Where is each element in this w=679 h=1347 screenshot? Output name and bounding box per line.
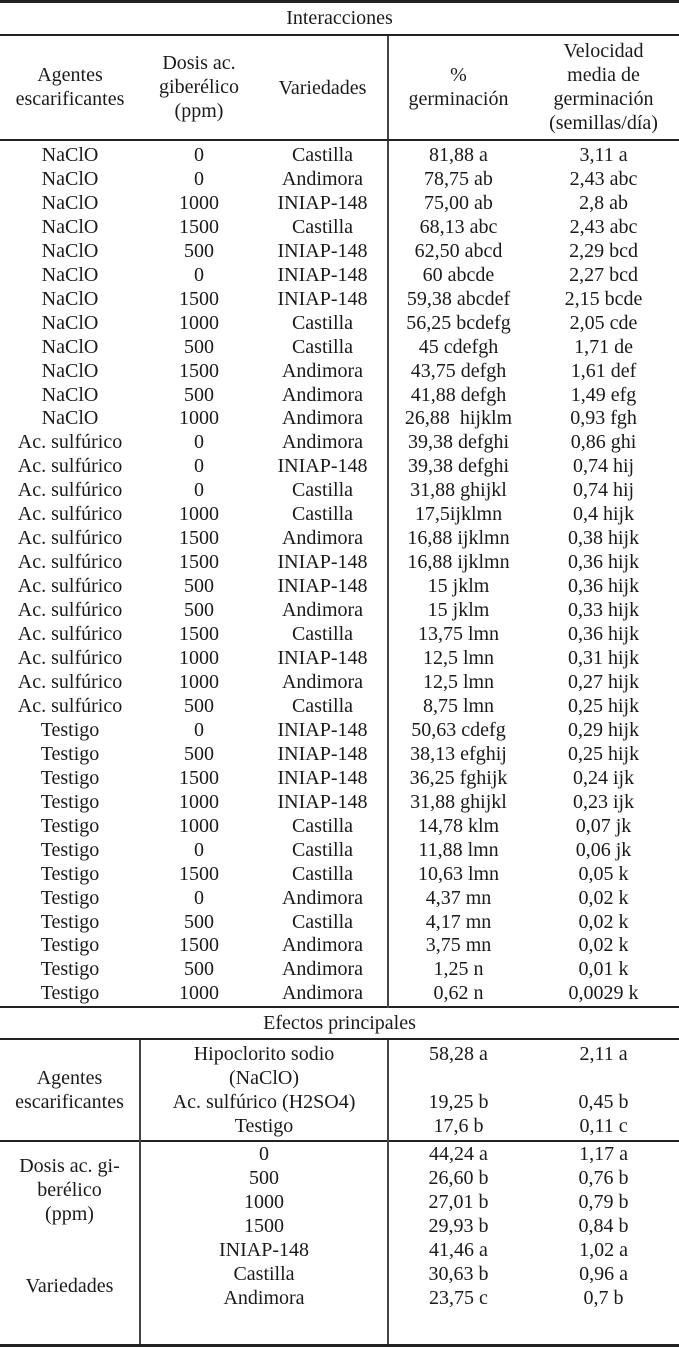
cell-dosis: 1000 [179, 503, 219, 526]
level-text: Hipoclorito sodio [193, 1043, 335, 1066]
cell-variedad: INIAP-148 [277, 263, 368, 286]
header-text: media de [567, 63, 640, 86]
cell-germinacion: 12,5 lmn [388, 647, 528, 671]
table-row [0, 599, 679, 623]
cell-variedad: Andimora [281, 982, 364, 1005]
cell-agente: Testigo [40, 838, 100, 861]
header-germinacion [388, 35, 528, 140]
table-row [0, 503, 679, 527]
level-text: Andimora [223, 1287, 305, 1310]
cell-agente: NaClO [41, 359, 99, 382]
header-velocidad [528, 35, 679, 140]
cell-germinacion: 38,13 efghij [388, 743, 528, 767]
cell-dosis: 500 [184, 239, 214, 262]
cell-variedad: Castilla [291, 144, 354, 166]
header-text: (ppm) [174, 99, 224, 122]
table-row [0, 982, 679, 1007]
table-row [0, 695, 679, 719]
table-row [0, 455, 679, 479]
cell-dosis: 1500 [179, 551, 219, 574]
cell-germinacion: 62,50 abcd [388, 240, 528, 264]
cell-dosis: 0 [194, 263, 204, 286]
cell-variedad: INIAP-148 [277, 647, 368, 670]
cell-agente: Testigo [40, 766, 100, 789]
value-text: 0,45 b [578, 1091, 629, 1114]
cell-germinacion: 31,88 ghijkl [388, 791, 528, 815]
table-row [0, 168, 679, 192]
cell-agente: Testigo [40, 742, 100, 765]
table-row [0, 140, 679, 168]
cell-velocidad: 0,24 ijk [572, 766, 635, 789]
cell-velocidad: 2,15 bcde [564, 287, 643, 310]
cell-velocidad: 0,29 hijk [567, 718, 640, 741]
cell-germinacion: 1,25 n [388, 958, 528, 982]
cell-agente: NaClO [41, 383, 99, 406]
table-row [0, 240, 679, 264]
cell-dosis: 1500 [179, 934, 219, 957]
cell-variedad: INIAP-148 [277, 239, 368, 262]
table-row [0, 911, 679, 935]
cell-dosis: 0 [194, 838, 204, 861]
cell-dosis: 1000 [179, 670, 219, 693]
value-text: 0,11 c [579, 1115, 628, 1138]
cell-germinacion: 26,88 hijklm [388, 407, 528, 431]
cell-agente: Ac. sulfúrico [17, 623, 123, 646]
cell-dosis: 1000 [179, 790, 219, 813]
cell-velocidad: 0,0029 k [568, 982, 639, 1005]
value-text: 58,28 a [429, 1043, 488, 1066]
table-row [0, 312, 679, 336]
cell-dosis: 1000 [179, 191, 219, 214]
cell-agente: Ac. sulfúrico [17, 694, 123, 717]
cell-germinacion: 13,75 lmn [388, 623, 528, 647]
cell-variedad: Castilla [291, 910, 354, 933]
cell-velocidad: 0,38 hijk [567, 527, 640, 550]
cell-variedad: Andimora [281, 431, 364, 454]
effects-label-agentes [0, 1039, 140, 1141]
header-text: germinación [553, 87, 654, 110]
cell-velocidad: 0,06 jk [575, 838, 632, 861]
cell-dosis: 1500 [179, 359, 219, 382]
cell-agente: Testigo [40, 886, 100, 909]
cell-germinacion: 75,00 ab [388, 192, 528, 216]
cell-velocidad: 1,61 def [570, 359, 637, 382]
value-text: 44,24 a [429, 1143, 488, 1166]
cell-germinacion: 4,37 mn [388, 887, 528, 911]
value-text: 27,01 b [428, 1191, 489, 1214]
cell-agente: Ac. sulfúrico [17, 670, 123, 693]
cell-agente: Testigo [40, 814, 100, 837]
value-text: 2,11 a [579, 1043, 628, 1066]
cell-variedad: Castilla [291, 335, 354, 358]
cell-dosis: 1500 [179, 623, 219, 646]
value-text: 30,63 b [428, 1263, 489, 1286]
cell-variedad: Andimora [281, 886, 364, 909]
header-text: escarificantes [15, 87, 125, 110]
level-text: 0 [259, 1143, 269, 1166]
cell-dosis: 500 [184, 575, 214, 598]
value-text: 41,46 a [429, 1239, 488, 1262]
cell-dosis: 0 [194, 455, 204, 478]
cell-germinacion: 14,78 klm [388, 815, 528, 839]
cell-variedad: INIAP-148 [277, 766, 368, 789]
cell-variedad: Andimora [281, 359, 364, 382]
cell-velocidad: 2,8 ab [579, 191, 628, 214]
cell-dosis: 1000 [179, 647, 219, 670]
cell-germinacion: 16,88 ijklmn [388, 527, 528, 551]
cell-variedad: Castilla [291, 694, 354, 717]
value-text: 17,6 b [433, 1115, 484, 1138]
cell-germinacion: 3,75 mn [388, 934, 528, 958]
value-text: 1,17 a [579, 1143, 628, 1166]
cell-dosis: 1500 [179, 527, 219, 550]
cell-germinacion: 43,75 defgh [388, 360, 528, 384]
cell-germinacion: 15 jklm [388, 575, 528, 599]
cell-variedad: Castilla [291, 814, 354, 837]
level-text: 1500 [244, 1215, 284, 1238]
cell-agente: Testigo [40, 958, 100, 981]
table-row [0, 575, 679, 599]
table-row [0, 934, 679, 958]
table-row [0, 647, 679, 671]
cell-dosis: 0 [194, 167, 204, 190]
header-agentes [0, 35, 140, 140]
cell-dosis: 1500 [179, 287, 219, 310]
cell-agente: Testigo [40, 910, 100, 933]
value-text: 26,60 b [428, 1167, 489, 1190]
value-text: 0,96 a [579, 1263, 628, 1286]
header-text: Agentes [37, 63, 103, 86]
cell-velocidad: 0,4 hijk [572, 503, 635, 526]
cell-dosis: 1000 [179, 982, 219, 1005]
cell-variedad: Castilla [291, 862, 354, 885]
effects-levels-agentes [140, 1039, 388, 1141]
cell-variedad: INIAP-148 [277, 742, 368, 765]
cell-velocidad: 2,43 abc [569, 167, 638, 190]
cell-velocidad: 0,02 k [578, 910, 629, 933]
cell-variedad: Andimora [281, 407, 364, 430]
cell-agente: NaClO [41, 167, 99, 190]
cell-velocidad: 0,02 k [578, 886, 629, 909]
cell-variedad: INIAP-148 [277, 790, 368, 813]
table-row [0, 743, 679, 767]
cell-variedad: INIAP-148 [277, 455, 368, 478]
cell-velocidad: 0,36 hijk [567, 551, 640, 574]
cell-germinacion: 0,62 n [388, 982, 528, 1007]
cell-agente: Ac. sulfúrico [17, 575, 123, 598]
cell-agente: Ac. sulfúrico [17, 647, 123, 670]
table-row [0, 336, 679, 360]
table-row [0, 360, 679, 384]
cell-agente: Ac. sulfúrico [17, 551, 123, 574]
cell-velocidad: 0,74 hij [572, 455, 635, 478]
cell-variedad: INIAP-148 [277, 551, 368, 574]
label-text: escarificantes [15, 1091, 124, 1114]
cell-germinacion: 4,17 mn [388, 911, 528, 935]
header-text: (semillas/día) [549, 111, 658, 134]
cell-agente: NaClO [41, 215, 99, 238]
cell-germinacion: 68,13 abc [388, 216, 528, 240]
cell-agente: Ac. sulfúrico [17, 479, 123, 502]
cell-agente: Testigo [40, 934, 100, 957]
cell-germinacion: 11,88 lmn [388, 839, 528, 863]
cell-germinacion: 81,88 a [388, 140, 528, 168]
cell-germinacion: 41,88 defgh [388, 384, 528, 408]
cell-dosis: 500 [184, 694, 214, 717]
cell-germinacion: 39,38 defghi [388, 431, 528, 455]
cell-dosis: 500 [184, 958, 214, 981]
cell-velocidad: 1,71 de [574, 335, 633, 358]
value-text: 23,75 c [429, 1287, 488, 1310]
section-efectos-row [0, 1007, 679, 1039]
cell-dosis: 0 [194, 144, 204, 166]
table-row [0, 384, 679, 408]
cell-germinacion: 56,25 bcdefg [388, 312, 528, 336]
label-text: Dosis ac. gi- [19, 1155, 120, 1178]
table-row [0, 958, 679, 982]
cell-germinacion: 15 jklm [388, 599, 528, 623]
cell-variedad: INIAP-148 [277, 718, 368, 741]
value-text: 1,02 a [579, 1239, 628, 1262]
value-text: 0,84 b [578, 1215, 629, 1238]
cell-velocidad: 1,49 efg [570, 383, 637, 406]
cell-germinacion: 12,5 lmn [388, 671, 528, 695]
cell-agente: Testigo [40, 862, 100, 885]
cell-germinacion: 45 cdefgh [388, 336, 528, 360]
cell-velocidad: 0,36 hijk [567, 575, 640, 598]
cell-variedad: Andimora [281, 670, 364, 693]
cell-agente: NaClO [41, 335, 99, 358]
effects-labels-dosis-variedades [0, 1141, 140, 1346]
value-text: 0,76 b [578, 1167, 629, 1190]
table-row [0, 288, 679, 312]
cell-agente: Testigo [40, 982, 100, 1005]
cell-velocidad: 2,43 abc [569, 215, 638, 238]
table-row [0, 887, 679, 911]
header-text: germinación [408, 87, 509, 110]
cell-agente: NaClO [41, 311, 99, 334]
level-text: Testigo [234, 1115, 294, 1138]
effects-levels-dosis-variedades [140, 1141, 388, 1346]
cell-germinacion: 10,63 lmn [388, 863, 528, 887]
table-row [0, 767, 679, 791]
table-row [0, 264, 679, 288]
cell-agente: NaClO [41, 239, 99, 262]
cell-agente: Ac. sulfúrico [17, 527, 123, 550]
cell-dosis: 1500 [179, 215, 219, 238]
cell-velocidad: 0,33 hijk [567, 599, 640, 622]
cell-germinacion: 60 abcde [388, 264, 528, 288]
label-text: (ppm) [45, 1203, 94, 1226]
cell-variedad: INIAP-148 [277, 575, 368, 598]
cell-velocidad: 3,11 a [579, 144, 628, 166]
label-text: Variedades [25, 1275, 114, 1298]
cell-agente: NaClO [41, 144, 99, 166]
cell-dosis: 0 [194, 431, 204, 454]
table-row [0, 216, 679, 240]
cell-variedad: Castilla [291, 215, 354, 238]
table-row [0, 863, 679, 887]
cell-variedad: Andimora [281, 527, 364, 550]
cell-dosis: 1000 [179, 311, 219, 334]
section-interacciones-row [0, 2, 679, 36]
cell-velocidad: 0,31 hijk [567, 647, 640, 670]
cell-germinacion: 59,38 abcdef [388, 288, 528, 312]
effects-germ-agentes [388, 1039, 528, 1141]
section-title-efectos: Efectos principales [0, 1007, 679, 1039]
cell-agente: Ac. sulfúrico [17, 599, 123, 622]
cell-agente: NaClO [41, 407, 99, 430]
table-row [0, 551, 679, 575]
value-text: 19,25 b [428, 1091, 489, 1114]
cell-velocidad: 0,36 hijk [567, 623, 640, 646]
effects-germ-dosis-variedades [388, 1141, 528, 1346]
cell-dosis: 500 [184, 910, 214, 933]
section-title-interacciones: Interacciones [0, 2, 679, 36]
cell-agente: Testigo [40, 790, 100, 813]
cell-dosis: 1000 [179, 814, 219, 837]
cell-dosis: 0 [194, 886, 204, 909]
header-text: % [450, 63, 467, 86]
table-row [0, 671, 679, 695]
effects-block-dosis-variedades [0, 1141, 679, 1346]
table-row [0, 839, 679, 863]
cell-agente: NaClO [41, 191, 99, 214]
header-variedades: Variedades [258, 35, 388, 140]
cell-dosis: 500 [184, 383, 214, 406]
cell-variedad: Castilla [291, 503, 354, 526]
label-text: berélico [37, 1179, 102, 1202]
table-row [0, 719, 679, 743]
header-text: Velocidad [563, 39, 644, 62]
table-row [0, 527, 679, 551]
cell-agente: Ac. sulfúrico [17, 455, 123, 478]
cell-variedad: Andimora [281, 934, 364, 957]
table-row [0, 407, 679, 431]
level-text: Ac. sulfúrico (H2SO4) [172, 1091, 356, 1114]
cell-variedad: Andimora [281, 167, 364, 190]
level-text: 1000 [244, 1191, 284, 1214]
header-row [0, 35, 679, 140]
cell-dosis: 0 [194, 479, 204, 502]
cell-germinacion: 36,25 fghijk [388, 767, 528, 791]
value-text: 29,93 b [428, 1215, 489, 1238]
cell-velocidad: 0,25 hijk [567, 742, 640, 765]
cell-variedad: Castilla [291, 623, 354, 646]
cell-variedad: INIAP-148 [277, 287, 368, 310]
label-text: Agentes [36, 1067, 103, 1090]
level-text: Castilla [233, 1263, 295, 1286]
cell-velocidad: 0,02 k [578, 934, 629, 957]
cell-velocidad: 0,01 k [578, 958, 629, 981]
header-text: Dosis ac. [162, 51, 236, 74]
cell-velocidad: 0,25 hijk [567, 694, 640, 717]
cell-agente: Ac. sulfúrico [17, 431, 123, 454]
table-row [0, 791, 679, 815]
cell-variedad: Andimora [281, 599, 364, 622]
cell-variedad: Castilla [291, 838, 354, 861]
cell-dosis: 1500 [179, 766, 219, 789]
cell-dosis: 500 [184, 335, 214, 358]
cell-germinacion: 31,88 ghijkl [388, 479, 528, 503]
cell-agente: NaClO [41, 263, 99, 286]
table-row [0, 623, 679, 647]
cell-velocidad: 2,05 cde [569, 311, 638, 334]
cell-variedad: Andimora [281, 958, 364, 981]
level-text: (NaClO) [229, 1067, 299, 1090]
cell-variedad: Castilla [291, 479, 354, 502]
cell-velocidad: 0,27 hijk [567, 670, 640, 693]
cell-agente: Testigo [40, 718, 100, 741]
header-dosis [140, 35, 258, 140]
cell-agente: Ac. sulfúrico [17, 503, 123, 526]
effects-vel-dosis-variedades [528, 1141, 679, 1346]
table-row [0, 192, 679, 216]
cell-dosis: 1000 [179, 407, 219, 430]
cell-dosis: 1500 [179, 862, 219, 885]
cell-velocidad: 2,29 bcd [569, 239, 638, 262]
cell-velocidad: 0,05 k [578, 862, 629, 885]
cell-germinacion: 16,88 ijklmn [388, 551, 528, 575]
level-text: INIAP-148 [219, 1239, 309, 1262]
cell-variedad: INIAP-148 [277, 191, 368, 214]
cell-agente: NaClO [41, 287, 99, 310]
table-row [0, 431, 679, 455]
value-text: 0,7 b [583, 1287, 624, 1310]
cell-variedad: Andimora [281, 383, 364, 406]
cell-velocidad: 0,74 hij [572, 479, 635, 502]
cell-velocidad: 0,07 jk [575, 814, 632, 837]
effects-block-agentes [0, 1039, 679, 1141]
cell-velocidad: 0,93 fgh [570, 407, 637, 430]
cell-dosis: 0 [194, 718, 204, 741]
value-text: 0,79 b [578, 1191, 629, 1214]
cell-velocidad: 0,86 ghi [570, 431, 637, 454]
header-text: giberélico [159, 75, 239, 98]
cell-variedad: Castilla [291, 311, 354, 334]
level-text: 500 [249, 1167, 279, 1190]
cell-velocidad: 0,23 ijk [572, 790, 635, 813]
cell-velocidad: 2,27 bcd [569, 263, 638, 286]
cell-germinacion: 8,75 lmn [388, 695, 528, 719]
table-row [0, 815, 679, 839]
effects-vel-agentes [528, 1039, 679, 1141]
cell-dosis: 500 [184, 599, 214, 622]
table-row [0, 479, 679, 503]
cell-dosis: 500 [184, 742, 214, 765]
cell-germinacion: 50,63 cdefg [388, 719, 528, 743]
cell-germinacion: 17,5ijklmn [388, 503, 528, 527]
cell-germinacion: 78,75 ab [388, 168, 528, 192]
cell-germinacion: 39,38 defghi [388, 455, 528, 479]
